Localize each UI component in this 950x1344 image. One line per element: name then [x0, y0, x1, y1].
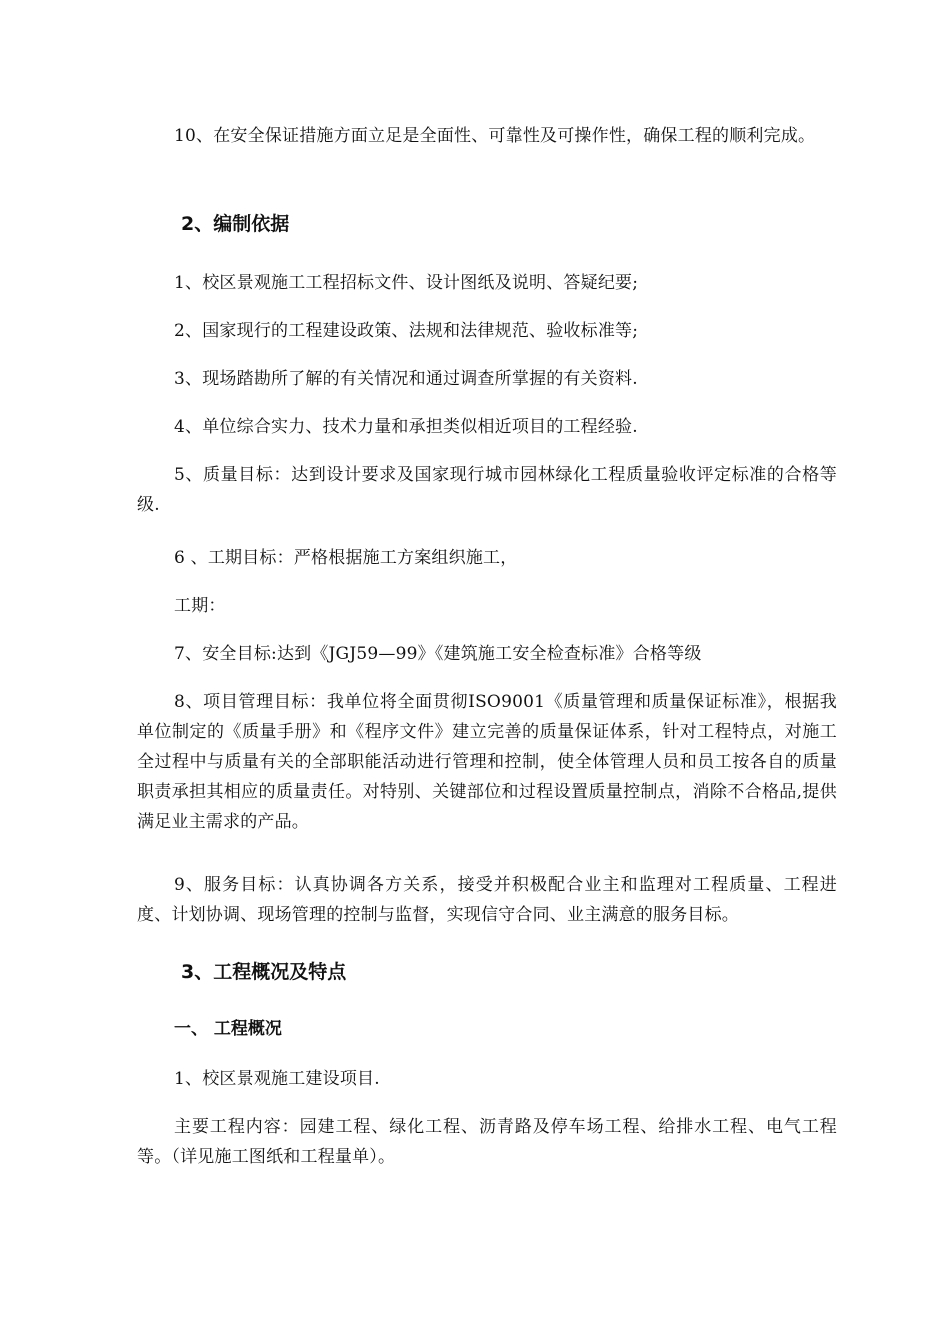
section-heading-3: 3、工程概况及特点: [181, 961, 347, 983]
basis-item-2: 2、国家现行的工程建设政策、法规和法律规范、验收标准等;: [174, 321, 639, 341]
paragraph-intro-10: 10、在安全保证措施方面立足是全面性、可靠性及可操作性，确保工程的顺利完成。: [174, 126, 816, 146]
basis-item-6: 6 、工期目标：严格根据施工方案组织施工，: [174, 548, 518, 568]
basis-item-4: 4、单位综合实力、技术力量和承担类似相近项目的工程经验.: [174, 417, 638, 437]
basis-item-3: 3、现场踏勘所了解的有关情况和通过调查所掌握的有关资料.: [174, 369, 638, 389]
basis-item-6-duration: 工期：: [174, 596, 226, 616]
basis-item-1: 1、校区景观施工工程招标文件、设计图纸及说明、答疑纪要;: [174, 273, 639, 293]
section-heading-2: 2、编制依据: [181, 213, 290, 235]
basis-item-9: 9、服务目标：认真协调各方关系，接受并积极配合业主和监理对工程质量、工程进度、计划协调、现场管理的控制与监督，实现信守合同、业主满意的服务目标。: [137, 875, 837, 925]
overview-main-content: 主要工程内容：园建工程、绿化工程、沥青路及停车场工程、给排水工程、电气工程等。（详见施工图纸和工程量单）。: [137, 1117, 837, 1167]
subsection-heading-overview: 一、 工程概况: [174, 1019, 282, 1039]
basis-item-8: 8、项目管理目标：我单位将全面贯彻ISO9001《质量管理和质量保证标准》，根据我单位制定的《质量手册》和《程序文件》建立完善的质量保证体系，针对工程特点，对施工全过程中与质量有关的全部职能活动进行管理和控制，使全体管理人员和员工按各自的质量职责承担其相应的质量责任。对特别、关键部位和过程设置质量控制点，消除不合格品,提供满足业主需求的产品。: [137, 692, 837, 832]
overview-item-1: 1、校区景观施工建设项目.: [174, 1069, 380, 1089]
basis-item-7: 7、安全目标:达到《JGJ59—99》《建筑施工安全检查标准》合格等级: [174, 644, 702, 664]
basis-item-5: 5、质量目标：达到设计要求及国家现行城市园林绿化工程质量验收评定标准的合格等级.: [137, 465, 837, 515]
